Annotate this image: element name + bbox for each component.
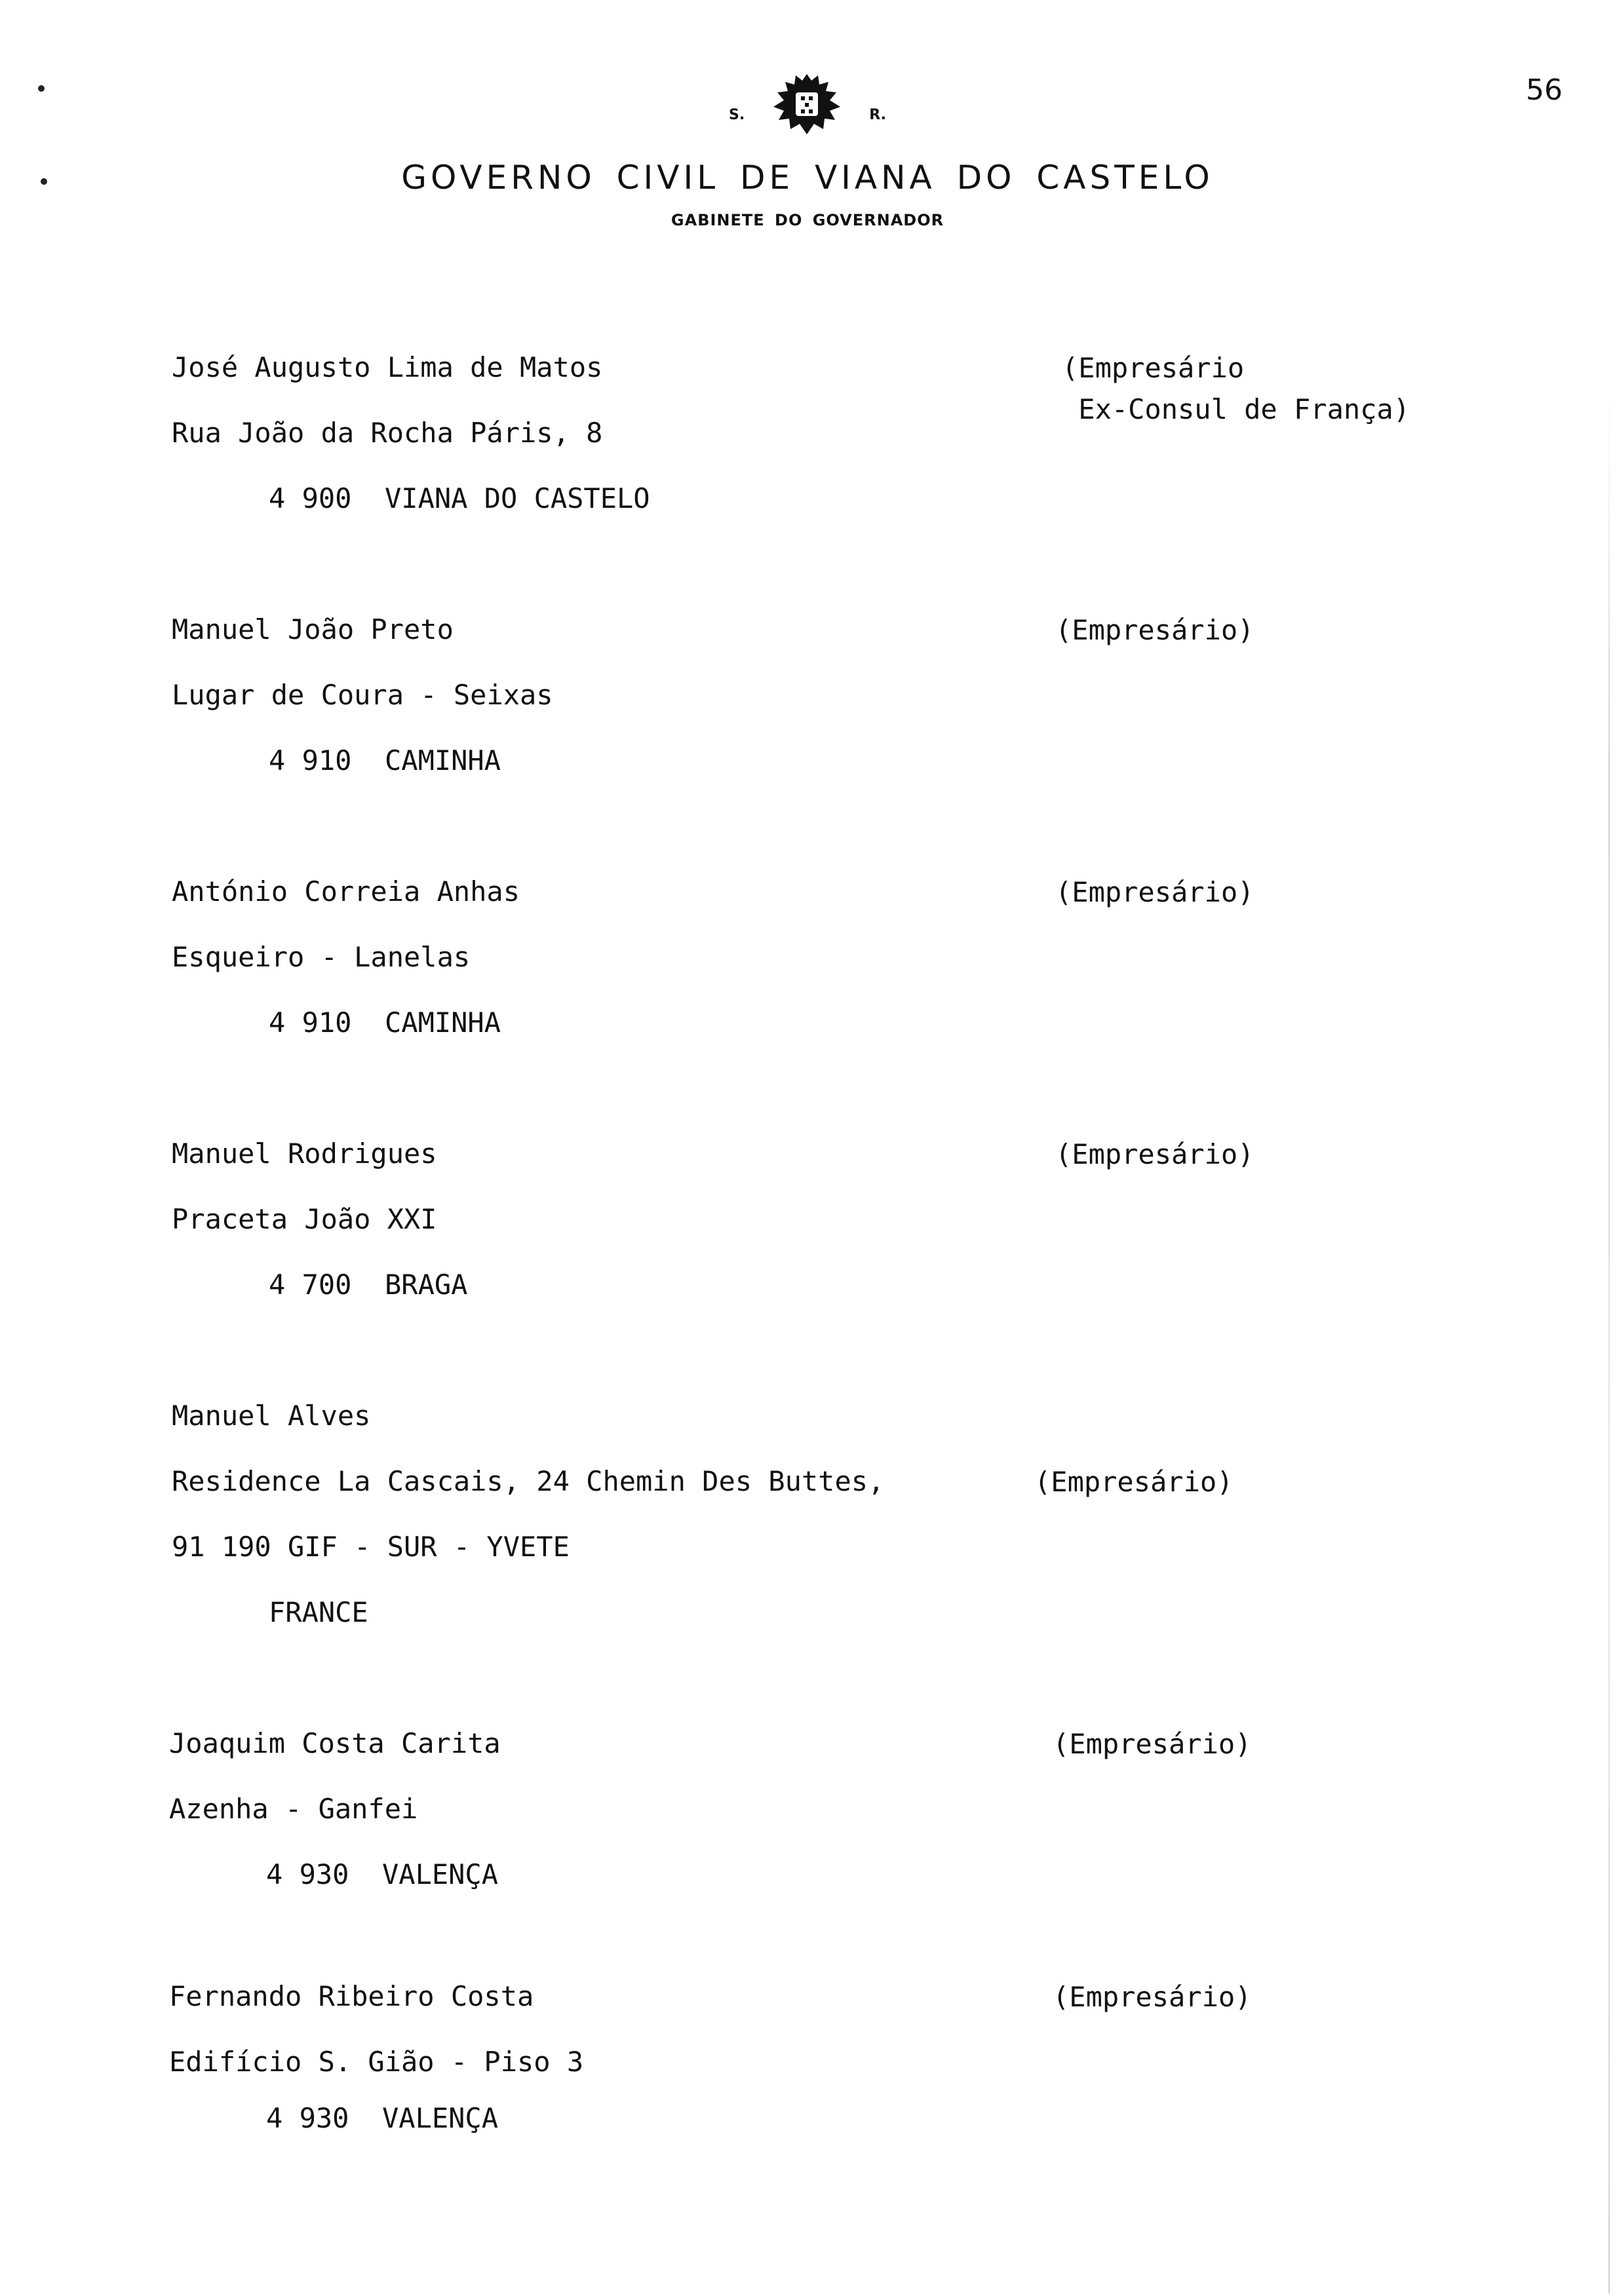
contact-address: Residence La Cascais, 24 Chemin Des Buttes, [172,1465,885,1497]
contact-address: Azenha - Ganfei [169,1793,418,1825]
organization-subtitle: GABINETE DO GOVERNADOR [671,211,944,229]
contact-city: FRANCE [269,1596,368,1628]
contact-city: 4 700 BRAGA [269,1269,468,1301]
contact-address: Lugar de Coura - Seixas [172,679,553,711]
contact-role: (Empresário) [1053,1981,1252,2013]
contact-city: 4 900 VIANA DO CASTELO [269,482,650,514]
contact-role: (Empresário) [1055,1138,1255,1170]
contact-role: (Empresário) [1055,876,1255,908]
contact-name: Joaquim Costa Carita [169,1727,501,1759]
contact-role: (Empresário) [1055,614,1255,646]
contact-name: António Correia Anhas [172,875,520,908]
contact-name: Manuel João Preto [172,613,454,645]
contact-role: (Empresário Ex-Consul de França) [1062,352,1411,425]
organization-title: GOVERNO CIVIL DE VIANA DO CASTELO [401,159,1214,197]
contact-city: 4 930 VALENÇA [266,1858,499,1890]
seal-letter-left: S. [729,106,745,123]
contact-city: 4 930 VALENÇA [266,2102,499,2134]
contact-address-line-2: 91 190 GIF - SUR - YVETE [172,1531,570,1563]
contact-city: 4 910 CAMINHA [269,744,501,776]
contact-address: Rua João da Rocha Páris, 8 [172,417,603,449]
seal-row [0,66,1615,144]
contact-role: (Empresário) [1053,1728,1252,1760]
contact-address: Edifício S. Gião - Piso 3 [169,2046,584,2078]
letterhead [0,66,1615,229]
coat-of-arms-icon [764,69,849,141]
contact-name: Manuel Rodrigues [172,1138,437,1170]
page-edge-shadow [1608,393,1610,2293]
page-number: 56 [1526,73,1563,107]
contact-address: Praceta João XXI [172,1203,437,1235]
seal-letter-right: R. [869,106,886,123]
contact-address: Esqueiro - Lanelas [172,941,471,973]
contact-name: Manuel Alves [172,1400,371,1432]
contact-city: 4 910 CAMINHA [269,1006,501,1039]
contact-role: (Empresário) [1034,1466,1234,1498]
contact-name: Fernando Ribeiro Costa [169,1980,534,2012]
contact-name: José Augusto Lima de Matos [172,351,603,383]
